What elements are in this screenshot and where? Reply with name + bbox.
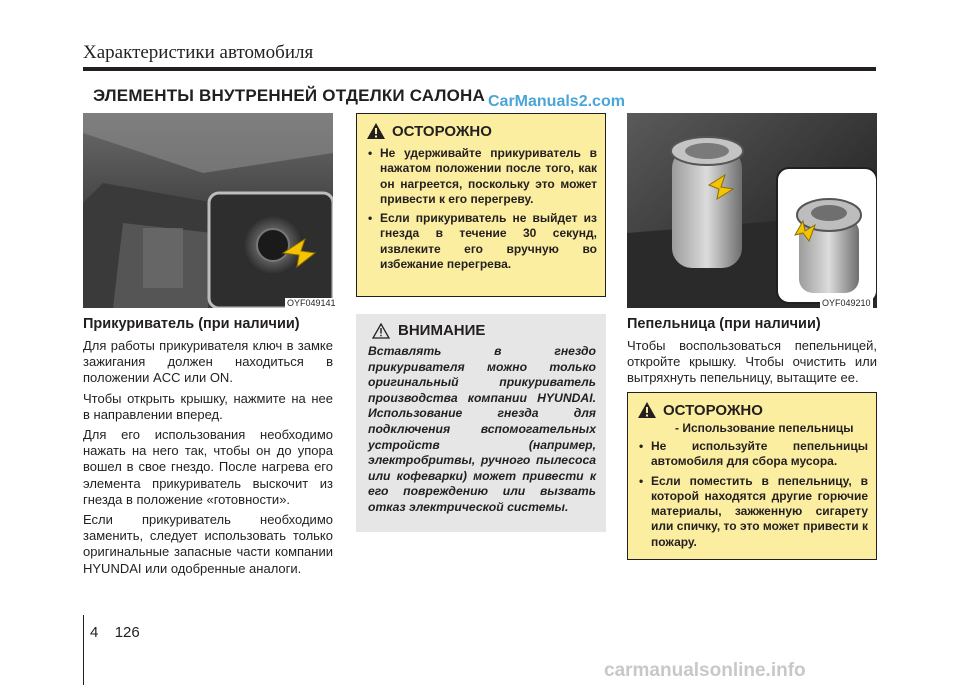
lighter-body <box>83 338 333 581</box>
lighter-paragraph: Для работы прикуривателя ключ в замке зажигания должен находиться в положении ACC или ON. <box>83 338 333 386</box>
lighter-photo <box>83 113 333 308</box>
page-number <box>90 624 140 641</box>
warning-triangle-icon <box>366 122 386 140</box>
lighter-illustration <box>83 113 333 308</box>
notice-box <box>356 314 606 532</box>
caution-box-ashtray <box>627 392 877 560</box>
watermark-top[interactable]: CarManuals2.com <box>488 93 625 110</box>
caution-list <box>366 146 597 272</box>
caution-list <box>637 439 868 550</box>
notice-body: Вставлять в гнездо прикуривателя можно только оригинальный прикуриватель производства компании HYUNDAI. Использование гнезда для подключения вспомогательных устройств (например, электробритвы, ручного пылесоса или кофеварки) может привести к его повреждению или вызвать отказ электрической системы. <box>368 344 596 514</box>
lighter-paragraph: Чтобы открыть крышку, нажмите на нее в направлении вперед. <box>83 390 333 422</box>
header-rule <box>83 67 876 71</box>
notice-triangle-icon <box>372 323 390 339</box>
chapter-title: Характеристики автомобиля <box>83 42 314 63</box>
caution-item: • Не удерживайте прикуриватель в нажатом положении после того, как он нагреется, поскольку это может привести к его перегреву. <box>366 146 597 207</box>
ashtray-paragraph: Чтобы воспользоваться пепельницей, откройте крышку. Чтобы очистить или вытряхнуть пепельницу, вытащите ее. <box>627 338 877 386</box>
notice-title: ВНИМАНИЕ <box>398 322 486 339</box>
lighter-paragraph: Если прикуриватель необходимо заменить, следует использовать только оригинальные запасные части компании HYUNDAI или одобренные аналоги. <box>83 512 333 576</box>
lighter-image-code: OYF049141 <box>287 298 336 308</box>
caution-header <box>637 401 868 419</box>
lighter-paragraph: Для его использования необходимо нажать на него так, чтобы он до упора вошел в свое гнездо. После нагрева его элемента прикуриватель выскочит из гнезда в положение «готовности». <box>83 427 333 507</box>
footer-rule-vertical <box>83 615 84 685</box>
caution-item: • Не используйте пепельницы автомобиля для сбора мусора. <box>637 439 868 470</box>
notice-header <box>372 322 596 339</box>
caution-subtitle: - Использование пепельницы <box>675 421 854 435</box>
section-title: ЭЛЕМЕНТЫ ВНУТРЕННЕЙ ОТДЕЛКИ САЛОНА <box>93 86 485 105</box>
caution-item: • Если поместить в пепельницу, в которой находятся другие горючие материалы, зажженную сигарету или спичку, то это может привести к пожару. <box>637 474 868 550</box>
caution-box-lighter <box>356 113 606 297</box>
watermark-bottom[interactable]: carmanualsonline.info <box>604 660 806 681</box>
ashtray-heading: Пепельница (при наличии) <box>627 316 821 332</box>
caution-header <box>366 122 597 140</box>
caution-title: ОСТОРОЖНО <box>392 122 492 140</box>
ashtray-body <box>627 338 877 391</box>
page-number-value: 126 <box>114 624 140 641</box>
ashtray-image-code: OYF049210 <box>822 298 871 308</box>
ashtray-illustration <box>627 113 877 308</box>
lighter-heading: Прикуриватель (при наличии) <box>83 316 300 332</box>
caution-title: ОСТОРОЖНО <box>663 401 763 419</box>
caution-item: • Если прикуриватель не выйдет из гнезда в течение 30 секунд, извлеките его вручную во избежание перегрева. <box>366 211 597 272</box>
warning-triangle-icon <box>637 401 657 419</box>
ashtray-photo <box>627 113 877 308</box>
chapter-number: 4 <box>90 624 99 641</box>
